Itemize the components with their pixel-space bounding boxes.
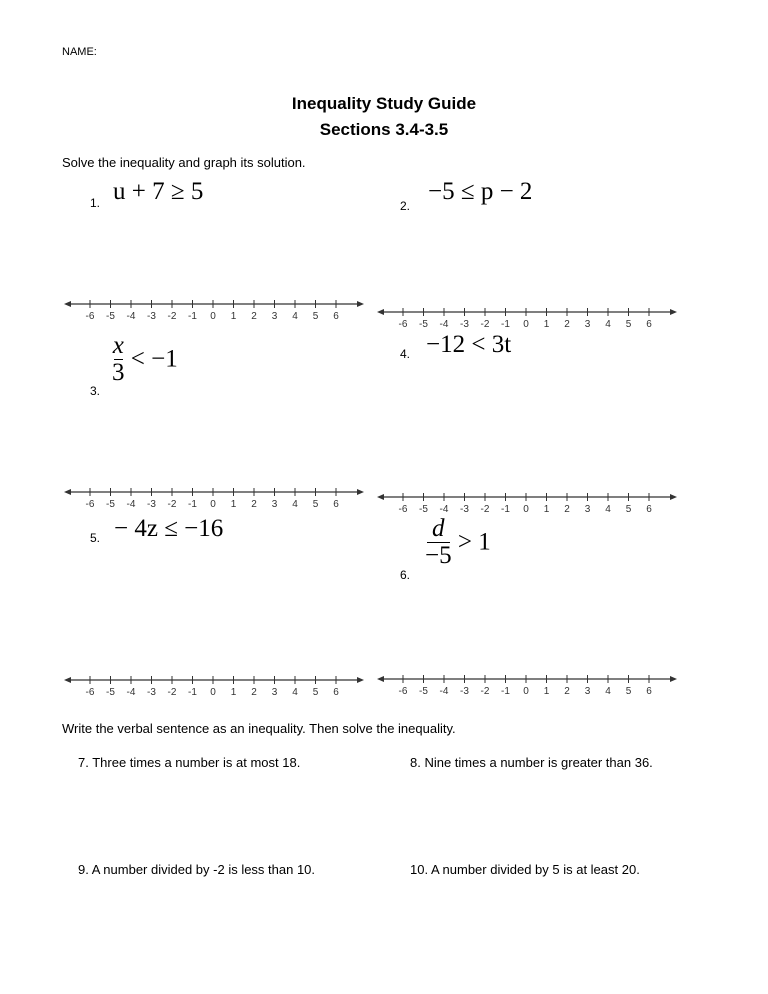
tick-label: 4	[605, 686, 611, 697]
tick-label: -2	[167, 499, 177, 510]
problem-6-inequality	[425, 516, 491, 569]
tick-label: 3	[584, 319, 591, 330]
problem-3-numerator: x	[112, 332, 124, 359]
tick-label: 6	[333, 499, 339, 510]
tick-label: -5	[106, 499, 115, 510]
tick-label: 2	[251, 687, 257, 698]
number-line-axis	[377, 491, 677, 505]
arrow-right-icon	[357, 677, 364, 683]
problem-1-inequality: u + 7 ≥ 5	[113, 178, 204, 205]
tick-label: 0	[523, 686, 529, 697]
page-title: Inequality Study Guide	[291, 94, 477, 113]
problem-6-numerator: d	[432, 515, 445, 542]
tick-label: 5	[312, 687, 319, 698]
problem-6-denominator: −5	[425, 542, 452, 569]
tick-label: -6	[398, 319, 408, 330]
arrow-left-icon	[377, 676, 384, 682]
tick-label: 1	[230, 687, 237, 698]
question-7: 7. Three times a number is at most 18.	[78, 755, 301, 770]
tick-label: -5	[419, 504, 428, 515]
tick-label: 2	[564, 686, 570, 697]
tick-label: 1	[543, 504, 550, 515]
problem-3-number: 3.	[90, 384, 101, 398]
tick-label: -4	[126, 499, 136, 510]
tick-label: 0	[523, 319, 529, 330]
page-subtitle: Sections 3.4-3.5	[319, 120, 449, 139]
tick-label: -1	[188, 499, 197, 510]
tick-label: -3	[460, 504, 469, 515]
tick-label: -5	[419, 686, 428, 697]
tick-label: -1	[501, 319, 510, 330]
tick-label: 5	[312, 311, 319, 322]
number-line-5[interactable]	[64, 674, 364, 702]
arrow-right-icon	[670, 676, 677, 682]
tick-label: -2	[480, 319, 490, 330]
tick-label: -2	[480, 504, 490, 515]
part1-instruction: Solve the inequality and graph its solution.	[62, 155, 306, 170]
tick-label: 3	[584, 686, 591, 697]
tick-label: 0	[210, 499, 216, 510]
tick-label: 2	[564, 504, 570, 515]
problem-1-number: 1.	[90, 196, 101, 210]
tick-label: 6	[333, 687, 339, 698]
tick-label: -3	[147, 687, 156, 698]
number-line-3[interactable]	[64, 486, 364, 514]
problem-3-denominator: 3	[112, 359, 125, 386]
tick-label: 5	[625, 686, 632, 697]
tick-label: -3	[460, 686, 469, 697]
tick-label: 4	[292, 499, 298, 510]
question-8: 8. Nine times a number is greater than 36.	[410, 755, 653, 770]
tick-label: -4	[439, 686, 449, 697]
tick-label: -4	[439, 504, 449, 515]
tick-label: 2	[564, 319, 570, 330]
number-line-axis	[377, 306, 677, 320]
problem-6-fraction	[425, 516, 452, 569]
tick-label: -3	[147, 499, 156, 510]
tick-label: -5	[419, 319, 428, 330]
tick-label: 0	[210, 687, 216, 698]
problem-3-inequality	[112, 333, 178, 386]
tick-label: 6	[646, 504, 652, 515]
problem-5-inequality: − 4z ≤ −16	[114, 515, 224, 542]
tick-label: 1	[543, 319, 550, 330]
number-line-6[interactable]	[377, 673, 677, 701]
arrow-left-icon	[64, 301, 71, 307]
tick-label: 5	[625, 319, 632, 330]
tick-label: -2	[167, 687, 177, 698]
tick-label: -4	[126, 687, 136, 698]
arrow-left-icon	[64, 489, 71, 495]
tick-label: 6	[646, 319, 652, 330]
tick-label: -6	[85, 499, 95, 510]
number-line-axis	[64, 486, 364, 500]
tick-label: 3	[584, 504, 591, 515]
number-line-4[interactable]	[377, 491, 677, 519]
problem-2-number: 2.	[400, 199, 411, 213]
tick-label: -6	[85, 311, 95, 322]
arrow-left-icon	[377, 309, 384, 315]
tick-label: 4	[292, 311, 298, 322]
tick-label: 3	[271, 687, 278, 698]
part2-instruction: Write the verbal sentence as an inequality. Then solve the inequality.	[62, 721, 456, 736]
tick-label: 1	[543, 686, 550, 697]
tick-label: -6	[85, 687, 95, 698]
tick-label: 1	[230, 311, 237, 322]
problem-4-inequality: −12 < 3t	[426, 331, 512, 358]
arrow-left-icon	[64, 677, 71, 683]
tick-label: -1	[188, 311, 197, 322]
arrow-right-icon	[670, 309, 677, 315]
tick-label: -3	[147, 311, 156, 322]
arrow-right-icon	[357, 489, 364, 495]
tick-label: -6	[398, 686, 408, 697]
tick-label: 5	[312, 499, 319, 510]
number-line-axis	[64, 674, 364, 688]
tick-label: -5	[106, 687, 115, 698]
tick-label: -6	[398, 504, 408, 515]
tick-label: -2	[480, 686, 490, 697]
number-line-2[interactable]	[377, 306, 677, 334]
problem-6-relation: > 1	[457, 528, 491, 556]
number-line-axis	[64, 298, 364, 312]
problem-5-number: 5.	[90, 531, 101, 545]
tick-label: 5	[625, 504, 632, 515]
tick-label: 3	[271, 311, 278, 322]
name-label: NAME:	[62, 46, 97, 58]
problem-2-inequality: −5 ≤ p − 2	[428, 178, 533, 205]
problem-4-number: 4.	[400, 347, 411, 361]
problem-3-relation: < −1	[130, 345, 178, 373]
tick-label: -1	[501, 504, 510, 515]
arrow-left-icon	[377, 494, 384, 500]
tick-label: 6	[333, 311, 339, 322]
tick-label: 4	[605, 319, 611, 330]
tick-label: -1	[188, 687, 197, 698]
tick-label: 1	[230, 499, 237, 510]
tick-label: 2	[251, 311, 257, 322]
tick-label: -5	[106, 311, 115, 322]
question-10: 10. A number divided by 5 is at least 20.	[410, 862, 640, 877]
tick-label: -4	[439, 319, 449, 330]
tick-label: -3	[460, 319, 469, 330]
tick-label: 4	[292, 687, 298, 698]
tick-label: -1	[501, 686, 510, 697]
tick-label: -2	[167, 311, 177, 322]
tick-label: 4	[605, 504, 611, 515]
arrow-right-icon	[670, 494, 677, 500]
number-line-1[interactable]	[64, 298, 364, 326]
problem-6-number: 6.	[400, 568, 411, 582]
number-line-axis	[377, 673, 677, 687]
tick-label: 6	[646, 686, 652, 697]
problem-3-fraction	[112, 333, 125, 386]
question-9: 9. A number divided by -2 is less than 10.	[78, 862, 316, 877]
tick-label: 2	[251, 499, 257, 510]
arrow-right-icon	[357, 301, 364, 307]
tick-label: 3	[271, 499, 278, 510]
tick-label: 0	[210, 311, 216, 322]
tick-label: -4	[126, 311, 136, 322]
tick-label: 0	[523, 504, 529, 515]
